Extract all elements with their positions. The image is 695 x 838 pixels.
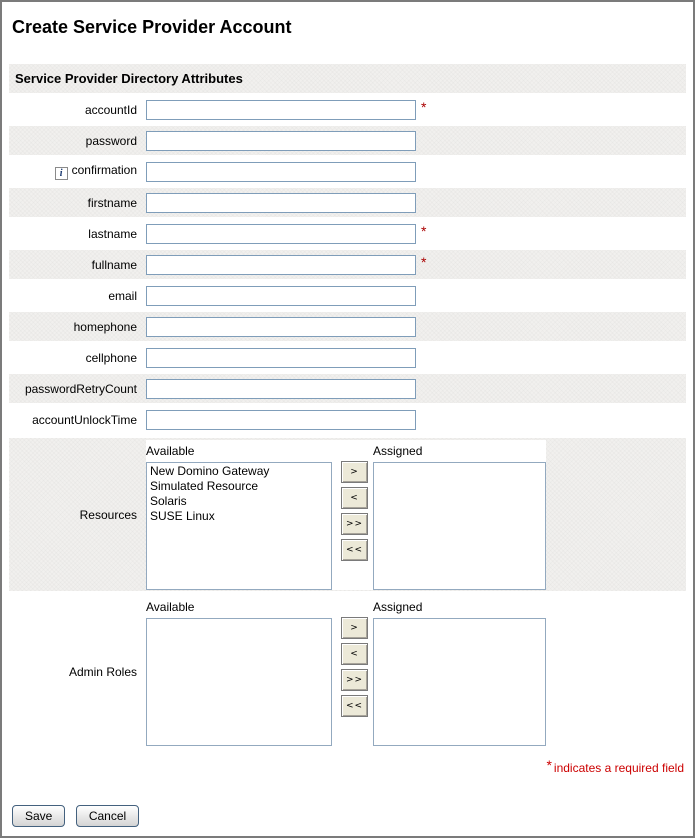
field-label: firstname xyxy=(87,195,137,210)
form-row-password xyxy=(9,126,686,155)
form-row-accountid xyxy=(9,95,686,124)
form-row-confirmation xyxy=(9,157,686,186)
move-left-button[interactable]: < xyxy=(341,487,368,509)
move-all-left-button[interactable]: << xyxy=(341,539,368,561)
resources-dual-list xyxy=(146,440,546,590)
field-label: password xyxy=(85,133,137,148)
admin-roles-label: Admin Roles xyxy=(68,665,137,679)
move-all-left-button[interactable]: << xyxy=(341,695,368,717)
cancel-button[interactable]: Cancel xyxy=(76,805,139,827)
form-row-cellphone xyxy=(9,343,686,372)
passwordretrycount-input[interactable] xyxy=(146,379,416,399)
available-header: Available xyxy=(146,600,195,614)
lastname-input[interactable] xyxy=(146,224,416,244)
required-asterisk: * xyxy=(421,98,427,115)
available-header: Available xyxy=(146,443,195,458)
assigned-header: Assigned xyxy=(373,443,423,458)
field-label: cellphone xyxy=(85,350,137,365)
field-label: accountId xyxy=(84,102,137,117)
required-asterisk: * xyxy=(421,222,427,239)
form-row-accountunlocktime xyxy=(9,405,686,434)
resources-label: Resources xyxy=(79,507,137,522)
resources-row xyxy=(9,438,686,591)
admin-roles-transfer-buttons xyxy=(341,617,368,746)
homephone-input[interactable] xyxy=(146,317,416,337)
list-option[interactable]: Simulated Resource xyxy=(150,478,259,493)
cellphone-input[interactable] xyxy=(146,348,416,368)
password-input[interactable] xyxy=(146,131,416,151)
field-label: confirmation xyxy=(71,163,137,177)
admin-roles-available-listbox[interactable] xyxy=(146,618,332,746)
move-right-button[interactable]: > xyxy=(341,617,368,639)
move-right-button[interactable]: > xyxy=(341,461,368,483)
form-row-email xyxy=(9,281,686,310)
accountunlocktime-input[interactable] xyxy=(146,410,416,430)
field-label: passwordRetryCount xyxy=(24,381,137,396)
list-option[interactable]: New Domino Gateway xyxy=(150,463,270,478)
field-label: email xyxy=(108,288,137,303)
form-row-firstname xyxy=(9,188,686,217)
admin-roles-assigned-listbox[interactable] xyxy=(373,618,546,746)
field-label: accountUnlockTime xyxy=(32,412,137,427)
admin-roles-row xyxy=(9,593,686,751)
resources-transfer-buttons xyxy=(341,461,368,590)
admin-roles-dual-list xyxy=(146,598,546,746)
fullname-input[interactable] xyxy=(146,255,416,275)
assigned-header: Assigned xyxy=(373,600,423,614)
form xyxy=(9,95,686,751)
section-header: Service Provider Directory Attributes xyxy=(9,64,686,93)
info-icon[interactable]: i xyxy=(55,167,68,180)
required-asterisk: * xyxy=(421,253,427,270)
action-bar xyxy=(12,805,686,827)
required-asterisk: * xyxy=(546,757,552,773)
resources-assigned-listbox[interactable] xyxy=(373,462,546,590)
resources-available-listbox[interactable] xyxy=(146,462,332,590)
form-row-homephone xyxy=(9,312,686,341)
save-button[interactable]: Save xyxy=(12,805,65,827)
move-left-button[interactable]: < xyxy=(341,643,368,665)
page-title: Create Service Provider Account xyxy=(12,17,292,37)
email-input[interactable] xyxy=(146,286,416,306)
field-label: fullname xyxy=(91,257,137,272)
move-all-right-button[interactable]: >> xyxy=(341,669,368,691)
firstname-input[interactable] xyxy=(146,193,416,213)
confirmation-input[interactable] xyxy=(146,162,416,182)
list-option[interactable]: SUSE Linux xyxy=(150,508,215,523)
form-row-lastname xyxy=(9,219,686,248)
form-row-passwordretrycount xyxy=(9,374,686,403)
field-label: homephone xyxy=(73,319,137,334)
move-all-right-button[interactable]: >> xyxy=(341,513,368,535)
form-row-fullname xyxy=(9,250,686,279)
list-option[interactable]: Solaris xyxy=(150,493,187,508)
accountid-input[interactable] xyxy=(146,100,416,120)
required-field-note: * indicates a required field xyxy=(546,757,684,775)
field-label: lastname xyxy=(88,226,137,241)
